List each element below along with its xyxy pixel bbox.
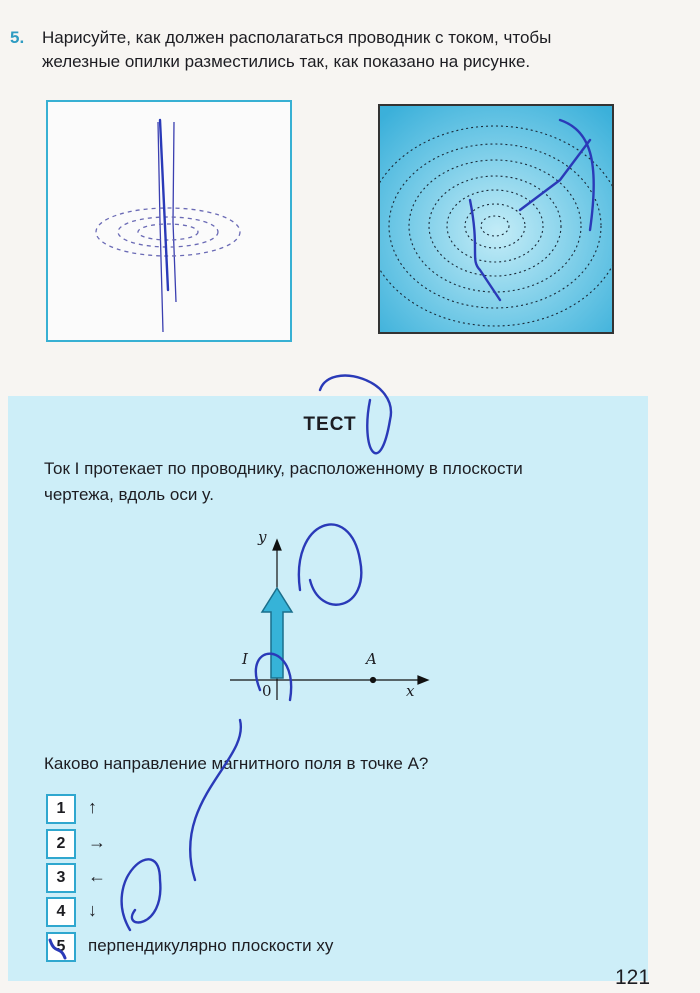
option-2-text: →	[88, 832, 106, 852]
page-number: 121	[615, 966, 651, 989]
task-text-line-1: Нарисуйте, как должен располагаться проводник с током, чтобы	[42, 28, 552, 47]
test-question-line-1: Ток I протекает по проводнику, расположенному в плоскости	[44, 459, 523, 478]
option-5-box[interactable]: 5	[46, 932, 76, 962]
student-sketch	[48, 102, 294, 344]
option-3-box[interactable]: 3	[46, 863, 76, 893]
test-question-2: Каково направление магнитного поля в точке A?	[44, 754, 429, 773]
point-a-label: A	[366, 650, 377, 668]
task-number: 5.	[10, 28, 25, 47]
drawing-box-answer	[46, 100, 292, 342]
option-1-text: ↑	[88, 797, 97, 817]
task-text	[42, 26, 662, 74]
option-1-box[interactable]: 1	[46, 794, 76, 824]
x-axis-label: x	[406, 682, 415, 700]
y-axis-label: y	[258, 528, 267, 546]
task-text-line-2: железные опилки разместились так, как показано на рисунке.	[42, 52, 531, 71]
option-4-box[interactable]: 4	[46, 897, 76, 927]
test-question	[44, 456, 644, 508]
option-3-text: ←	[88, 866, 106, 886]
option-4-text: ↓	[88, 900, 97, 920]
filings-pattern	[380, 106, 614, 334]
current-label: I	[242, 650, 248, 668]
origin-label: 0	[262, 682, 272, 700]
option-5-text: перпендикулярно плоскости xy	[88, 936, 334, 955]
test-title: ТЕСТ	[303, 414, 357, 435]
iron-filings-figure	[378, 104, 614, 334]
option-2-box[interactable]: 2	[46, 829, 76, 859]
test-question-line-2: чертежа, вдоль оси y.	[44, 485, 214, 504]
